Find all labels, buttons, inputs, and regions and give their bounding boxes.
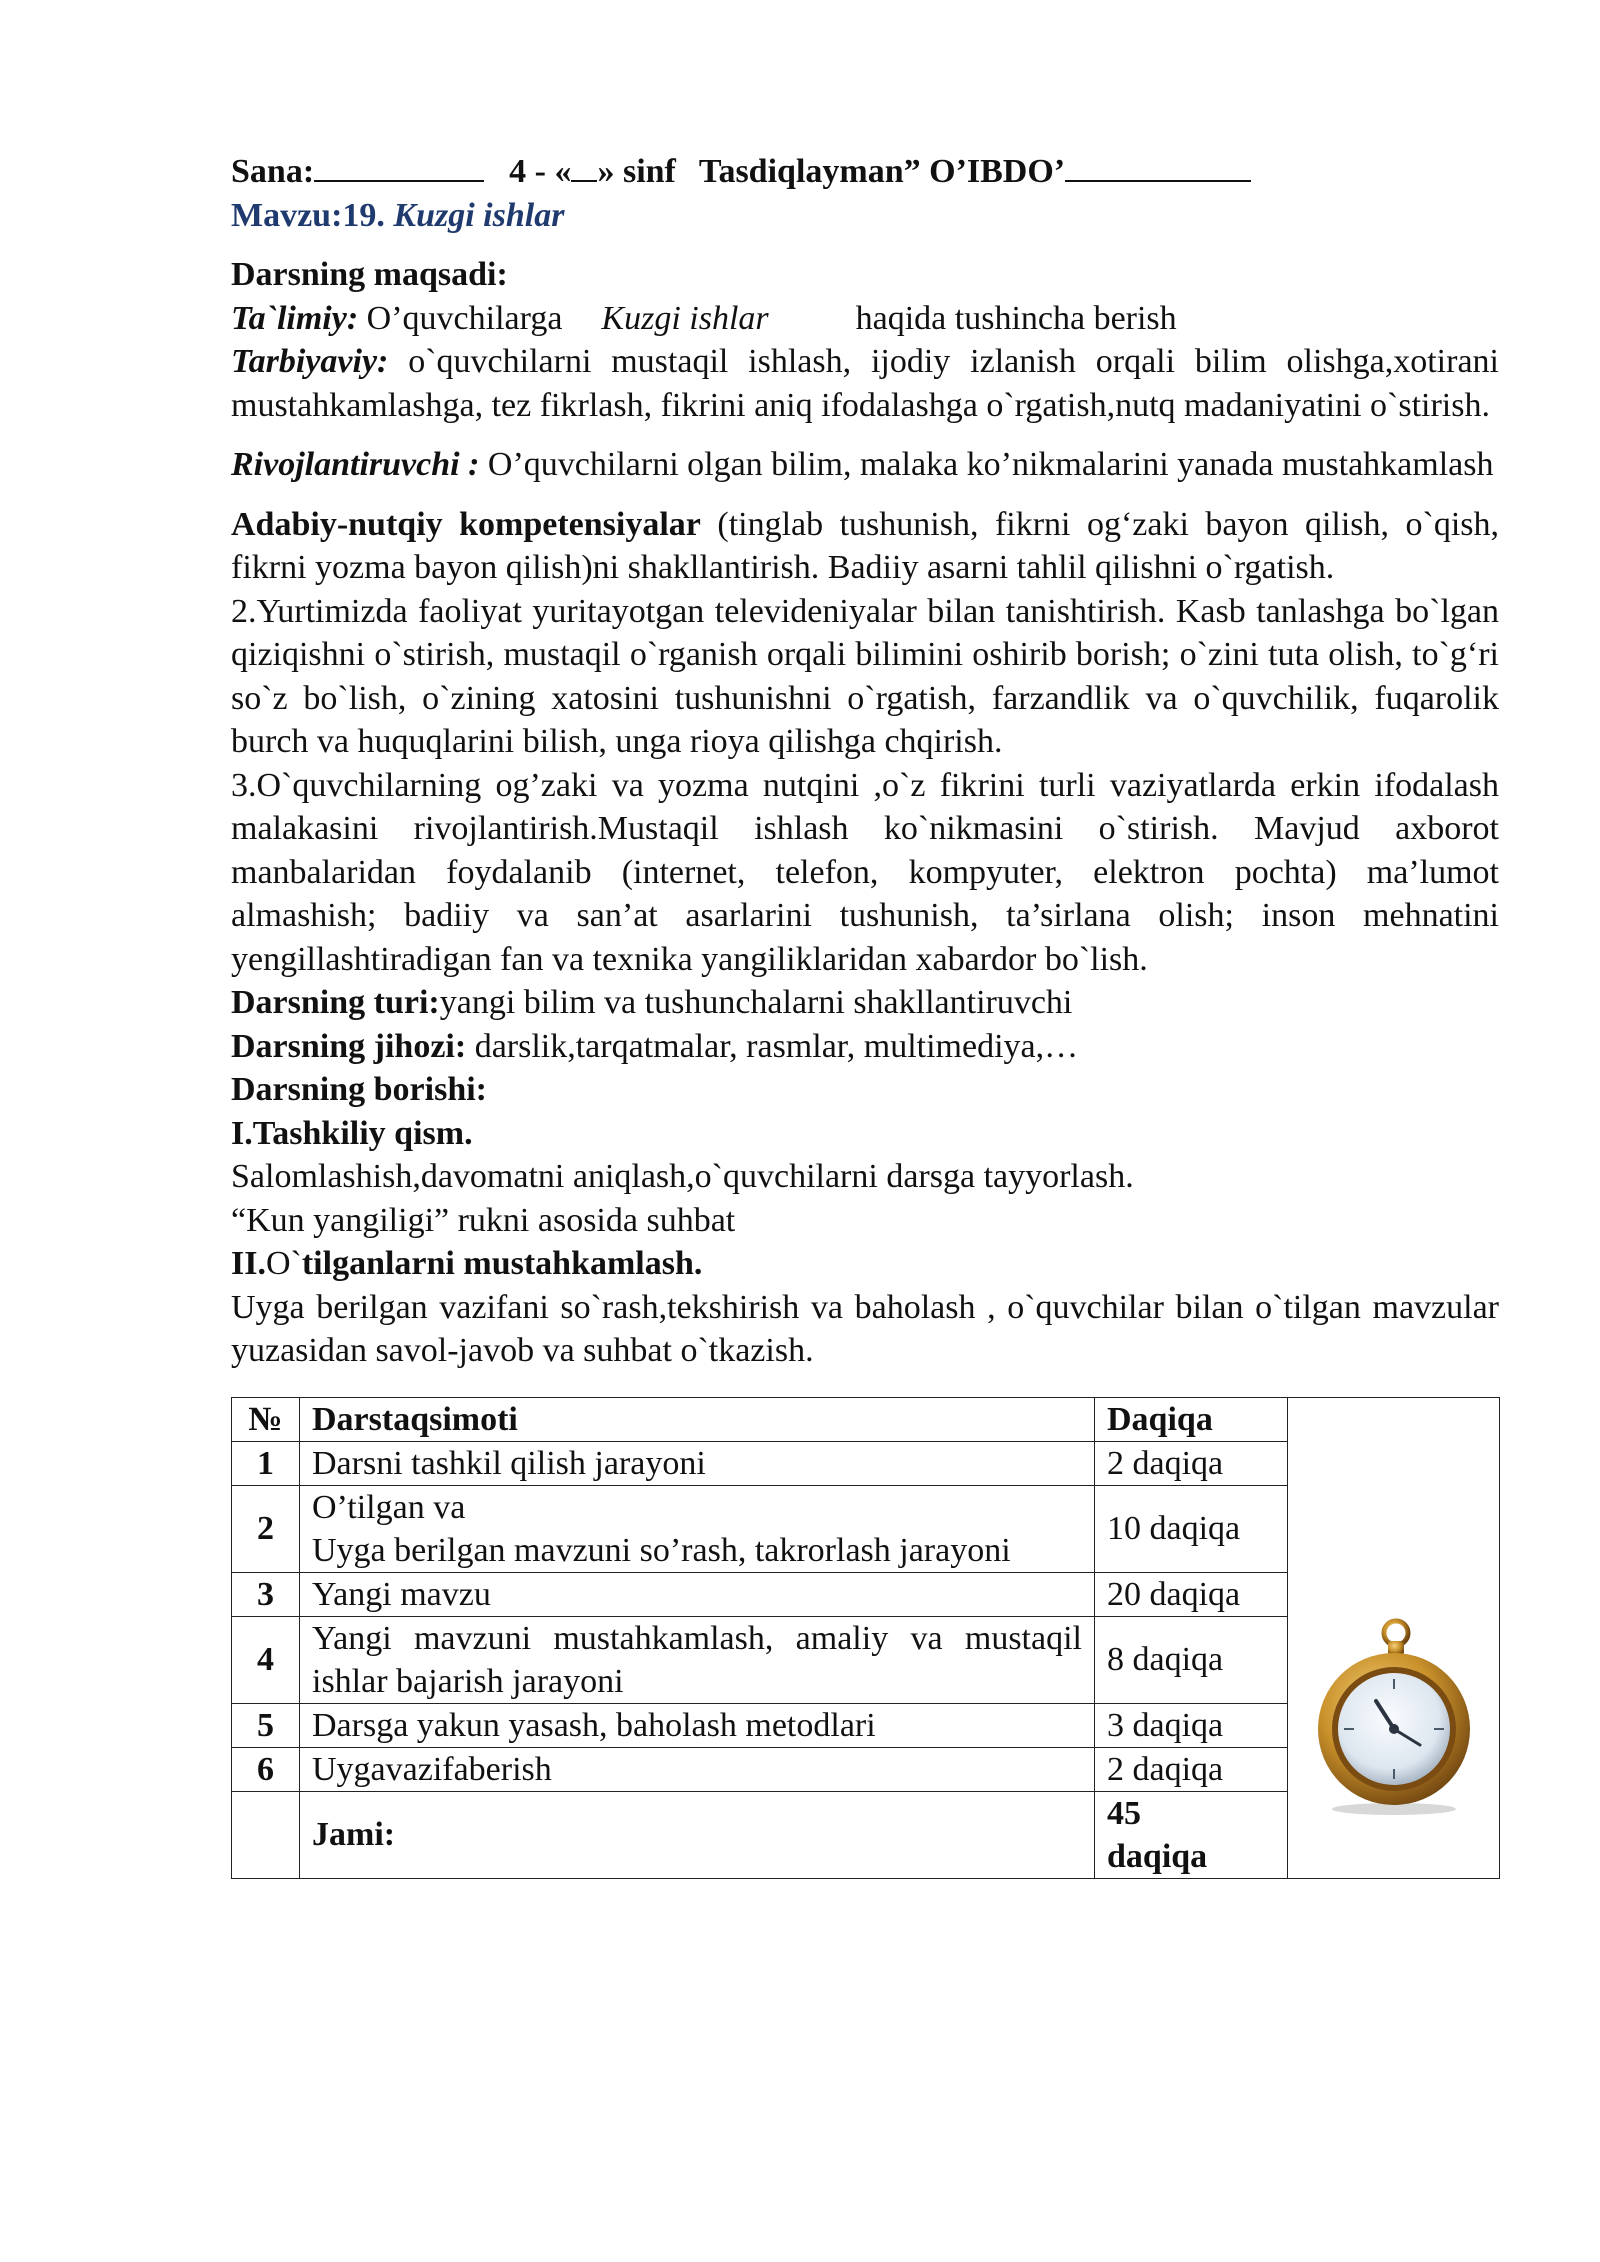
talimiy-post: haqida tushincha berish [855,299,1177,337]
tarbiyaviy-text: o`quvchilarni mustaqil ishlash, ijodiy izlanish orqali bilim olishga,xotirani mustahkamlashga, tez fikrlash, fikrini aniq ifodalashga o`rgatish,nutq madaniyatini o`stirish. [231,343,1499,424]
section-1-heading: I.Tashkiliy qism. [231,1114,473,1152]
rivojlantiruvchi-text: O’quvchilarni olgan bilim, malaka ko’nikmalarini yanada mustahkamlash [487,446,1494,483]
table-row: 6 Uygavazifaberish 2 daqiqa [232,1747,1500,1791]
date-blank [314,152,484,182]
tarbiyaviy-label: Tarbiyaviy: [231,343,389,380]
table-row: 5 Darsga yakun yasash, baholash metodlari 3 daqiqa [232,1703,1500,1747]
goal-paragraph-3: 3.O`quvchilarning og’zaki va yozma nutqini ,o`z fikrini turli vaziyatlarda erkin ifodalash malakasini rivojlantirish.Mustaqil ishlash ko`nikmasini o`stirish. Mavjud axborot manbalaridan foydalanib (internet, telefon, kompyuter, elektron pochta) ma’lumot almashish; badiiy va san’at asarlarini tushunish, ta’sirlana olish; inson mehnatini yengillashtiradigan fan va texnika yangiliklaridan xabardor bo`lish. [231,766,1499,978]
tarbiyaviy-paragraph [231,340,1499,427]
header-description: Darstaqsimoti [300,1397,1095,1441]
table-row: 3 Yangi mavzu 20 daqiqa [232,1572,1500,1616]
talimiy-pre: O’quvchilarga [366,299,563,337]
section-1-line-1: Salomlashish,davomatni aniqlash,o`quvchilarni darsga tayyorlash. [231,1158,1134,1195]
grade-suffix: » sinf [597,153,676,190]
talimiy-label: Ta`limiy: [231,299,359,337]
goals-heading: Darsning maqsadi: [231,256,508,293]
topic-line [231,194,1499,238]
equipment-text: darslik,tarqatmalar, rasmlar, multimediya,… [466,1027,1079,1065]
lesson-flow-heading: Darsning borishi: [231,1071,487,1108]
talimiy-topic: Kuzgi ishlar [601,299,769,337]
grade-prefix: 4 - « [509,153,572,190]
lesson-type-text: yangi bilim va tushunchalarni shakllantiruvchi [439,984,1073,1021]
competence-label: Adabiy-nutqiy kompetensiyalar [231,505,701,543]
header-minutes: Daqiqa [1095,1397,1288,1441]
table-row: 4 Yangi mavzuni mustahkamlash, amaliy va mustaqil ishlar bajarish jarayoni 8 daqiqa [232,1616,1500,1703]
equipment-line [231,1025,1499,1069]
competence-text: (tinglab tushunish, fikrni og‘zaki bayon qilish, o`qish, fikrni yozma bayon qilish)ni shakllantirish. Badiiy asarni tahlil qilishni o`rgatish. [231,505,1500,586]
equipment-label: Darsning jihozi: [231,1027,467,1065]
total-label: Jami: [300,1791,1095,1878]
header-number: № [232,1397,300,1441]
lesson-type-line [231,981,1499,1025]
topic-title: Kuzgi ishlar [393,196,565,234]
lesson-plan-document [231,150,1499,1879]
grade-blank [571,152,597,182]
table-header-row [232,1397,1500,1441]
rivojlantiruvchi-label: Rivojlantiruvchi : [231,446,480,483]
topic-label: Mavzu:19. [231,196,385,234]
section-2-text: Uyga berilgan vazifani so`rash,tekshirish va baholash , o`quvchilar bilan o`tilgan mavzular yuzasidan savol-javob va suhbat o`tkazish. [231,1288,1499,1369]
rivojlantiruvchi-paragraph [231,443,1499,487]
lesson-type-label: Darsning turi: [231,984,440,1021]
pocket-watch-icon [1304,1617,1484,1828]
lesson-time-table [231,1397,1500,1879]
approval-label: Tasdiqlayman” O’IBDO’ [698,153,1066,190]
approval-blank [1065,152,1251,182]
competence-paragraph [231,503,1499,590]
table-row: 2 O’tilgan va Uyga berilgan mavzuni so’rash, takrorlash jarayoni 10 daqiqa [232,1485,1500,1572]
section-2-heading: II.O`tilganlarni mustahkamlash. [231,1245,703,1282]
section-1-line-2: “Kun yangiligi” rukni asosida suhbat [231,1201,736,1239]
total-value: 45 daqiqa [1095,1791,1288,1878]
header-line [231,150,1499,194]
talimiy-line [231,297,1499,341]
goal-paragraph-2: 2.Yurtimizda faoliyat yuritayotgan televideniyalar bilan tanishtirish. Kasb tanlashga bo`lgan qiziqishni o`stirish, mustaqil o`rganish orqali bilimini oshirib borish; o`zini tuta olish, to`g‘ri so`z bo`lish, o`zining xatosini tushunishni o`rgatish, farzandlik va o`quvchilik, fuqarolik burch va huquqlarini bilish, unga rioya qilishga chqirish. [231,592,1499,760]
table-row: 1 Darsni tashkil qilish jarayoni 2 daqiqa [232,1441,1500,1485]
clock-image-cell [1288,1397,1500,1878]
date-label: Sana: [231,153,315,190]
